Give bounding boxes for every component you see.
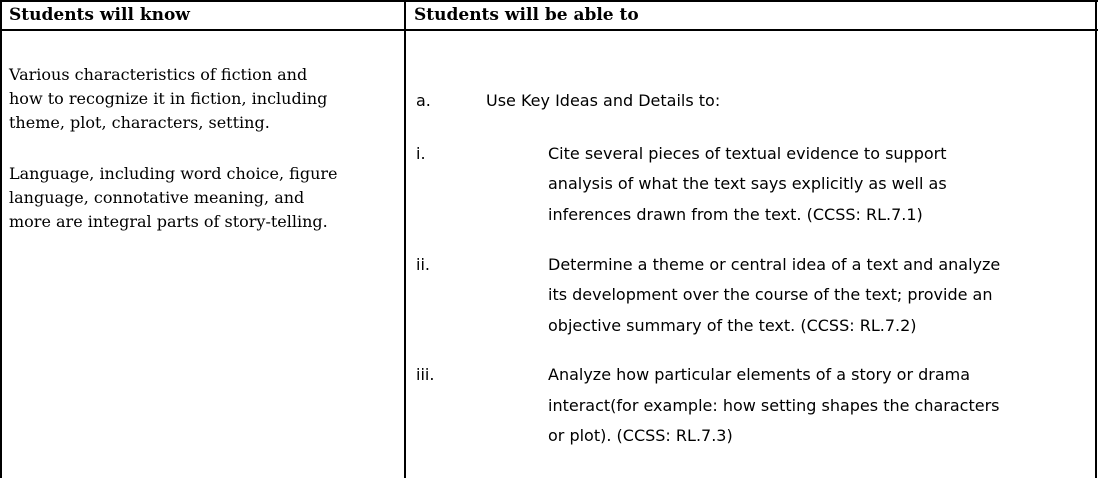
column-divider bbox=[404, 0, 406, 478]
item-marker-i: i. bbox=[416, 144, 426, 163]
text-line: how to recognize it in fiction, including bbox=[9, 89, 328, 108]
item-iii-line: Analyze how particular elements of a story or drama bbox=[548, 365, 971, 384]
item-a-text: Use Key Ideas and Details to: bbox=[486, 91, 721, 110]
know-paragraph-fiction bbox=[9, 63, 399, 135]
know-paragraph-language bbox=[9, 162, 399, 234]
item-iii-line: interact(for example: how setting shapes the characters bbox=[548, 396, 1000, 415]
header-divider bbox=[0, 29, 1098, 31]
item-marker-ii: ii. bbox=[416, 255, 430, 274]
table-right-border bbox=[1095, 0, 1097, 478]
item-ii-line: Determine a theme or central idea of a text and analyze bbox=[548, 255, 1001, 274]
item-ii-line: objective summary of the text. (CCSS: RL.7.2) bbox=[548, 316, 917, 335]
header-students-will-know: Students will know bbox=[9, 5, 190, 25]
text-line: more are integral parts of story-telling. bbox=[9, 212, 328, 231]
text-line: theme, plot, characters, setting. bbox=[9, 113, 270, 132]
item-ii-line: its development over the course of the text; provide an bbox=[548, 285, 993, 304]
item-marker-a: a. bbox=[416, 91, 431, 110]
text-line: Various characteristics of fiction and bbox=[9, 65, 308, 84]
table-left-border bbox=[0, 0, 2, 478]
item-iii-line: or plot). (CCSS: RL.7.3) bbox=[548, 426, 733, 445]
table-top-border bbox=[0, 0, 1098, 2]
item-i-line: analysis of what the text says explicitly as well as bbox=[548, 174, 947, 193]
item-marker-iii: iii. bbox=[416, 365, 435, 384]
text-line: language, connotative meaning, and bbox=[9, 188, 305, 207]
item-i-line: Cite several pieces of textual evidence to support bbox=[548, 144, 947, 163]
text-line: Language, including word choice, figure bbox=[9, 164, 338, 183]
header-students-will-be-able-to: Students will be able to bbox=[414, 5, 639, 25]
item-i-line: inferences drawn from the text. (CCSS: RL.7.1) bbox=[548, 205, 923, 224]
